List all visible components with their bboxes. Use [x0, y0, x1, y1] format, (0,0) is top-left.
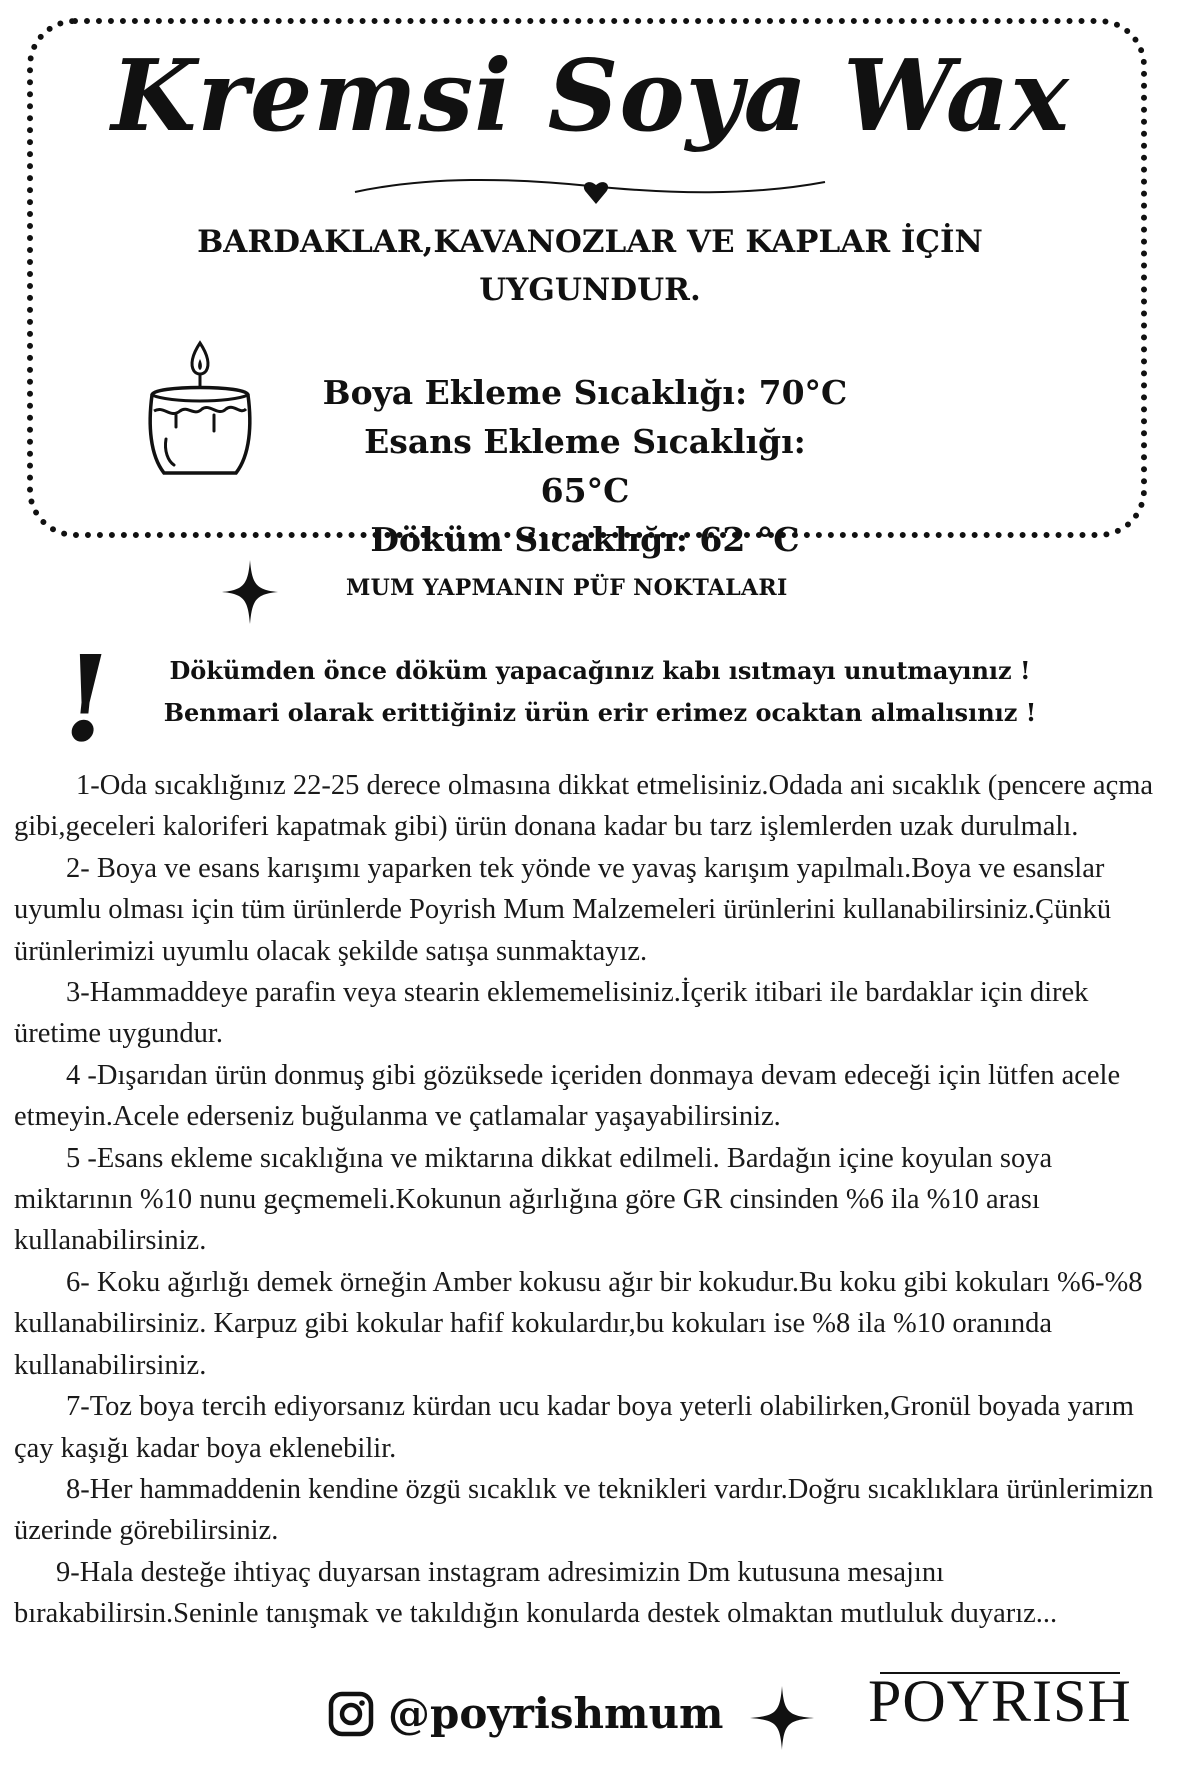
instagram-handle[interactable]: @poyrishmum — [388, 1689, 724, 1738]
subtitle-line-1: BARDAKLAR,KAVANOZLAR VE KAPLAR İÇİN — [197, 224, 983, 260]
page-title: Kremsi Soya Wax — [111, 39, 1070, 154]
brand-logo: POYRISH — [868, 1668, 1132, 1734]
temp-dye: Boya Ekleme Sıcaklığı: 70°C — [322, 373, 848, 412]
temp-pour: Döküm Sıcaklığı: 62 °C — [370, 520, 800, 559]
tips-heading: MUM YAPMANIN PÜF NOKTALARI — [346, 575, 788, 601]
candle-icon — [140, 335, 260, 485]
subtitle — [150, 218, 1030, 314]
tip-item-5: 5 -Esans ekleme sıcaklığına ve miktarına dikkat edilmeli. Bardağın içine koyulan soya miktarının %10 nunu geçmemeli.Kokunun ağırlığına göre GR cinsinden %6 ila %10 arası kullanabilirsiniz. — [14, 1142, 1053, 1257]
temp-essence: Esans Ekleme Sıcaklığı: 65°C — [364, 422, 806, 510]
four-point-star-icon — [222, 560, 278, 624]
exclamation-mark: ! — [52, 629, 120, 768]
instagram-icon — [328, 1691, 374, 1737]
tip-item-6: 6- Koku ağırlığı demek örneğin Amber kokusu ağır bir kokudur.Bu koku gibi kokuları %6-%8 kullanabilirsiniz. Karpuz gibi kokular hafif kokulardır,bu kokuları ise %8 ila %10 oranında kullanabilirsiniz. — [14, 1266, 1143, 1381]
tip-item-3: 3-Hammaddeye parafin veya stearin eklememelisiniz.İçerik itibari ile bardaklar için direk üretime uygundur. — [14, 977, 1089, 1050]
heart-icon — [584, 182, 608, 204]
temperature-list — [320, 368, 850, 564]
four-point-star-icon — [750, 1686, 814, 1750]
warning-2: Benmari olarak erittiğiniz ürün erir erimez ocaktan almalısınız ! — [163, 698, 1037, 727]
tip-item-4: 4 -Dışarıdan ürün donmuş gibi gözüksede içeriden donmaya devam edeceği için lütfen acele etmeyin.Acele ederseniz buğulanma ve çatlamalar yaşayabilirsiniz. — [14, 1059, 1121, 1133]
tip-item-7: 7-Toz boya tercih ediyorsanız kürdan ucu kadar boya yeterli olabilirken,Gronül boyada yarım çay kaşığı kadar boya eklenebilir. — [14, 1391, 1134, 1464]
warning-1: Dökümden önce döküm yapacağınız kabı ısıtmayı unutmayınız ! — [169, 656, 1031, 685]
tips-list — [14, 765, 1164, 1635]
warning-list — [120, 650, 1080, 734]
tip-item-8: 8-Her hammaddenin kendine özgü sıcaklık ve teknikleri vardır.Doğru sıcaklıklara ürünlerimizn üzerinde görebilirsiniz. — [14, 1473, 1154, 1547]
heart-flourish-divider — [350, 168, 830, 208]
tip-item-2: 2- Boya ve esans karışımı yaparken tek yönde ve yavaş karışım yapılmalı.Boya ve esanslar uyumlu olması için tüm ürünlerde Poyrish Mum Malzemeleri ürünlerini kullanabilirsiniz.Çünkü ürünlerimizi uyumlu olacak şekilde satışa sunmaktayız. — [14, 852, 1112, 967]
tip-item-9: 9-Hala desteğe ihtiyaç duyarsan instagram adresimizin Dm kutusuna mesajını bırakabilirsin.Seninle tanışmak ve takıldığın konularda destek olmaktan mutluluk duyarız... — [14, 1556, 1058, 1630]
subtitle-line-2: UYGUNDUR. — [479, 272, 701, 308]
instagram-link[interactable] — [328, 1691, 723, 1737]
tip-item-1: 1-Oda sıcaklığınız 22-25 derece olmasına dikkat etmelisiniz.Odada ani sıcaklık (pencere açma gibi,geceleri kaloriferi kapatmak gibi) ürün donana kadar bu tarz işlemlerden uzak durulmalı. — [14, 770, 1154, 843]
